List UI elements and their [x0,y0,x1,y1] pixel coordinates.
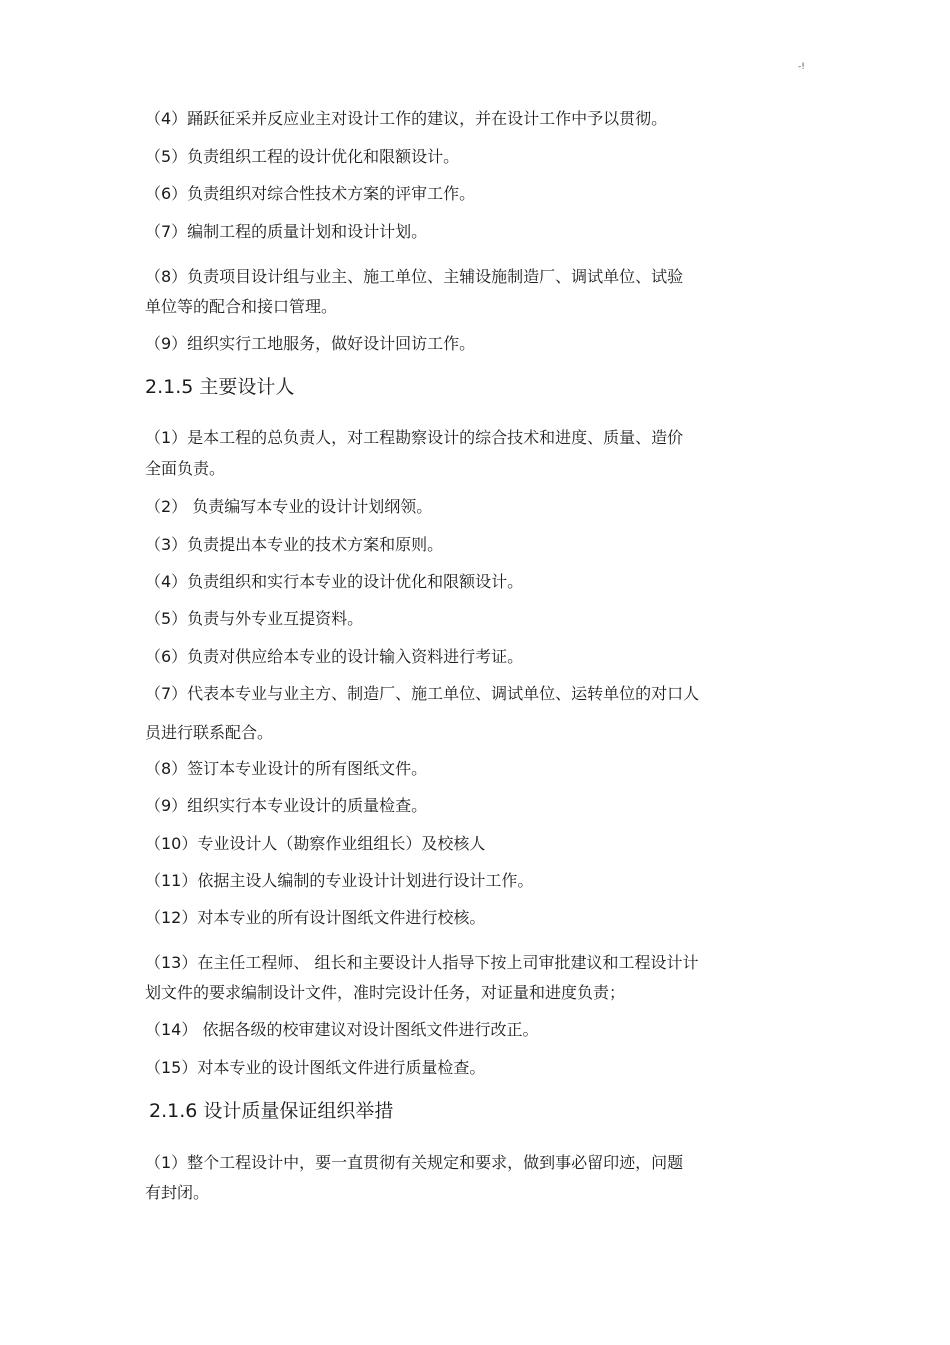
list-item-continuation: 有封闭。 [145,1183,210,1202]
list-item: （2） 负责编写本专业的设计计划纲领。 [145,497,433,516]
list-item: （6）负责对供应给本专业的设计输入资料进行考证。 [145,647,524,666]
list-item: （5）负责组织工程的设计优化和限额设计。 [145,147,460,166]
list-item: （5）负责与外专业互提资料。 [145,609,364,628]
list-item: （1）整个工程设计中，要一直贯彻有关规定和要求，做到事必留印迹，问题 [145,1153,684,1172]
list-item: （10）专业设计人（勘察作业组组长）及校核人 [145,834,486,853]
list-item-continuation: 全面负责。 [145,459,226,478]
list-item: （14） 依据各级的校审建议对设计图纸文件进行改正。 [145,1020,539,1039]
list-item: （9）组织实行本专业设计的质量检查。 [145,796,428,815]
list-item: （12）对本专业的所有设计图纸文件进行校核。 [145,908,486,927]
list-item: （8）负责项目设计组与业主、施工单位、主辅设施制造厂、调试单位、试验 [145,267,684,286]
list-item: （4）负责组织和实行本专业的设计优化和限额设计。 [145,572,524,591]
list-item-continuation: 单位等的配合和接口管理。 [145,297,338,316]
list-item-continuation: 员进行联系配合。 [145,723,274,742]
list-item: （6）负责组织对综合性技术方案的评审工作。 [145,184,476,203]
list-item: （4）踊跃征采并反应业主对设计工作的建议，并在设计工作中予以贯彻。 [145,109,668,128]
list-item: （7）代表本专业与业主方、制造厂、施工单位、调试单位、运转单位的对口人 [145,684,700,703]
list-item: （13）在主任工程师、 组长和主要设计人指导下按上司审批建议和工程设计计 [145,953,699,972]
list-item: （3）负责提出本专业的技术方案和原则。 [145,535,444,554]
list-item: （9）组织实行工地服务，做好设计回访工作。 [145,334,476,353]
section-heading-2-1-5: 2.1.5 主要设计人 [145,376,295,398]
list-item: （15）对本专业的设计图纸文件进行质量检查。 [145,1058,486,1077]
page-corner-mark: -! [798,62,805,72]
list-item-continuation: 划文件的要求编制设计文件，准时完设计任务，对证量和进度负责； [145,983,626,1002]
list-item: （1）是本工程的总负责人，对工程勘察设计的综合技术和进度、质量、造价 [145,428,684,447]
list-item: （7）编制工程的质量计划和设计计划。 [145,222,428,241]
list-item: （11）依据主设人编制的专业设计计划进行设计工作。 [145,871,534,890]
section-heading-2-1-6: 2.1.6 设计质量保证组织举措 [149,1100,394,1122]
list-item: （8）签订本专业设计的所有图纸文件。 [145,759,428,778]
